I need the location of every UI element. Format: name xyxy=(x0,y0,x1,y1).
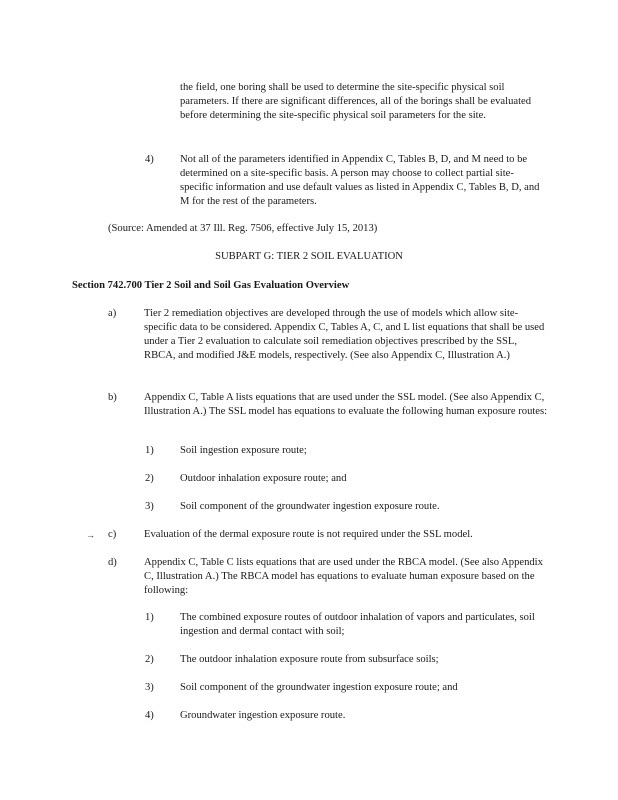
para-c-text: Evaluation of the dermal exposure route is not required under the SSL model. xyxy=(144,529,473,540)
para-b-item-2-label: 2) xyxy=(145,473,154,484)
section-heading: Section 742.700 Tier 2 Soil and Soil Gas Evaluation Overview xyxy=(72,280,350,291)
source-note: (Source: Amended at 37 Ill. Reg. 7506, effective July 15, 2013) xyxy=(108,223,378,234)
para-d-item-4-label: 4) xyxy=(145,710,154,721)
continuation-paragraph: the field, one boring shall be used to determine the site-specific physical soil parameters. If there are significant differences, all of the borings shall be evaluated before determining the site-specific physical soil parameters for the site. xyxy=(180,82,532,121)
para-d-item-2-label: 2) xyxy=(145,654,154,665)
para-b-item-3-label: 3) xyxy=(145,501,154,512)
para-d-item-4-text: Groundwater ingestion exposure route. xyxy=(180,710,346,721)
para-d-item-1-text: The combined exposure routes of outdoor inhalation of vapors and particulates, soil ingestion and dermal contact with soil; xyxy=(180,612,535,637)
para-d-item-2-text: The outdoor inhalation exposure route from subsurface soils; xyxy=(180,654,439,665)
para-d-label: d) xyxy=(108,557,117,568)
para-d-item-3-text: Soil component of the groundwater ingestion exposure route; and xyxy=(180,682,458,693)
margin-arrow-icon: → xyxy=(86,530,94,540)
para-a-text: Tier 2 remediation objectives are developed through the use of models which allow site-specific data to be considered. Appendix C, Tables A, C, and L list equations that shall be used under a Tier 2 evaluation to calculate soil remediation objectives prescribed by the SSL, RBCA, and modified J&E models, respectively. (See also Appendix C, Illustration A.) xyxy=(144,308,545,361)
para-b-item-1-text: Soil ingestion exposure route; xyxy=(180,445,307,456)
para-b-item-1-label: 1) xyxy=(145,445,154,456)
para-a-label: a) xyxy=(108,308,117,319)
para-c-label: c) xyxy=(108,529,117,540)
para-b-item-2-text: Outdoor inhalation exposure route; and xyxy=(180,473,347,484)
para-b-text: Appendix C, Table A lists equations that are used under the SSL model. (See also Appendix C, Illustration A.) The SSL model has equations to evaluate the following human exposure routes: xyxy=(144,392,548,417)
subpart-heading: SUBPART G: TIER 2 SOIL EVALUATION xyxy=(215,251,403,262)
item-4-label: 4) xyxy=(145,154,154,165)
para-d-text: Appendix C, Table C lists equations that are used under the RBCA model. (See also Appendix C, Illustration A.) The RBCA model has equations to evaluate human exposure based on the following: xyxy=(144,557,543,596)
item-4-text: Not all of the parameters identified in Appendix C, Tables B, D, and M need to be determined on a site-specific basis. A person may choose to collect partial site-specific information and use default values as listed in Appendix C, Tables B, D, and M for the rest of the parameters. xyxy=(180,154,540,207)
para-b-label: b) xyxy=(108,392,117,403)
para-d-item-1-label: 1) xyxy=(145,612,154,623)
para-b-item-3-text: Soil component of the groundwater ingestion exposure route. xyxy=(180,501,440,512)
para-d-item-3-label: 3) xyxy=(145,682,154,693)
